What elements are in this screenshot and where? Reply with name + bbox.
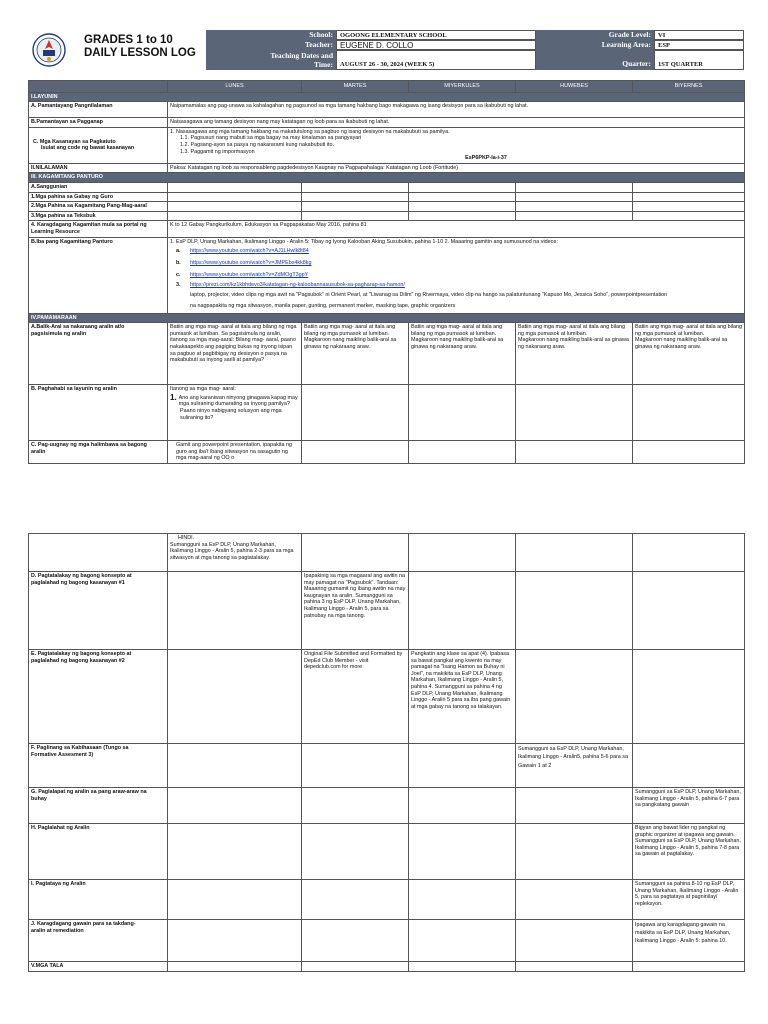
cell-martes: Original File Submitted and Formatted by DepEd Club Member - visit depedclub.com for more bbox=[302, 650, 409, 744]
cell-text: Sumangguni sa EsP DLP, Unang Markahan, Ikalimang Linggo - Aralin 5, pahina 2-3 para sa mga sitwasyon at mga tanong sa pagtatalakay. bbox=[170, 541, 294, 561]
header-info-grid bbox=[206, 30, 744, 70]
kasanayan-1: 1. Nasasagawa ang mga tamang hakbang na makatutulong sa pagbuo ng isang desisyon na makabubuti sa pamilya. bbox=[170, 128, 450, 135]
day-lunes: LUNES bbox=[168, 81, 302, 93]
deped-seal-icon bbox=[32, 33, 66, 67]
cell-biyernes: Sumangguni sa EsP DLP, Unang Markahan, Ikalimang Linggo - Aralin 5, pahina 6-7 para sa pangkatang gawain bbox=[633, 788, 745, 824]
cell-text: Itanong sa mga mag- aaral: bbox=[170, 386, 236, 393]
row-gabay-guro bbox=[29, 192, 745, 202]
row-content: Naipamamalas ang pag-unawa sa kahalagahan ng pagsunod sa mga tamang hakbang bago makagawa ng isang desisyon para sa ikabubuti ng lahat. bbox=[168, 102, 745, 118]
cell-text: Magkaroon nang maikling balik-aral sa ginawa ng nakaraang araw. bbox=[411, 337, 504, 351]
row-teksbuk bbox=[29, 211, 745, 221]
video-marker: 3. bbox=[176, 281, 181, 288]
row-label bbox=[29, 441, 168, 464]
lesson-log-table-page-2 bbox=[28, 533, 745, 972]
learning-area-label: Learning Area: bbox=[536, 40, 654, 50]
school-value: OGOONG ELEMENTARY SCHOOL bbox=[336, 30, 536, 40]
row-balik-aral bbox=[29, 323, 745, 385]
question-text: Paano ninyo nabigyang solusyon ang mga suliraning ito? bbox=[180, 408, 282, 421]
section-pamamaraan bbox=[29, 313, 745, 323]
row-label: I. Pagtataya ng Aralin bbox=[29, 880, 168, 920]
row-paglalapat bbox=[29, 788, 745, 824]
row-karagdagang-kagamitan bbox=[29, 221, 745, 237]
cell-text: Magkaroon nang maikling balik-aral sa ginawa ng nakaraang araw. bbox=[304, 337, 397, 351]
row-label-line-2: buhay bbox=[31, 795, 47, 802]
video-marker: c. bbox=[176, 272, 181, 279]
row-karagdagang-gawain bbox=[29, 920, 745, 962]
day-miyerkules: MIYERKULES bbox=[409, 81, 516, 93]
row-label: B. Paghahabi sa layunin ng aralin bbox=[29, 385, 168, 441]
page-1 bbox=[0, 0, 768, 500]
title-line-2: DAILY LESSON LOG bbox=[84, 47, 196, 59]
dates-label-line-2: Time: bbox=[313, 60, 333, 69]
learning-area-value: ESP bbox=[654, 40, 744, 50]
grade-label: Grade Level: bbox=[536, 30, 654, 40]
video-link[interactable]: https://www.youtube.com/watch?v=ZdMOgT3gpY bbox=[190, 272, 309, 279]
row-label-line-2: pagsisimula ng aralin bbox=[31, 330, 87, 337]
day-huwebes: HUWEBES bbox=[516, 81, 633, 93]
row-label: B.Iba pang Kagamitang Panturo bbox=[29, 237, 168, 313]
cell-martes bbox=[302, 323, 409, 385]
section-label: III. KAGAMITANG PANTURO bbox=[29, 173, 745, 183]
kasanayan-1-1: 1.1. Pagsusuri nang mabuti sa mga bagay na may kinalaman sa pangyayari bbox=[180, 135, 362, 142]
row-label-line-2: paglalahad ng bagong kasanayan #1 bbox=[31, 579, 125, 586]
grade-value: VI bbox=[654, 30, 744, 40]
row-mga-tala bbox=[29, 962, 745, 972]
cell-huwebes bbox=[516, 323, 633, 385]
row-label: H. Paglalahat ng Aralin bbox=[29, 824, 168, 880]
row-label bbox=[29, 744, 168, 788]
cell-huwebes: Sumangguni sa EsP DLP, Unang Markahan, Ikalimang Linggo - Aralin5, pahina 5-6 para sa Gawain 1 at 2 bbox=[516, 744, 633, 788]
cell-miyerkules: Pangkatin ang klase sa apat (4). Ipabasa sa bawat pangkat ang kwento na may pamagat na "Isang Hamon sa Buhay ni Joel", na makikita sa EsP DLP, Unang Markahan, Ikalimang Linggo - Aralin 5, pahina 4. Sumangguni sa pahina 4 ng EsP DLP, Unang Markahan, Ikalimang Linggo - Aralin 5 para sa iba pang gawain at mga gabay na tanong sa talakayan. bbox=[409, 650, 516, 744]
row-label-line-1: F. Paglinang sa Kabihasaan (Tungo sa bbox=[31, 745, 129, 751]
row-iba-pang-kagamitan bbox=[29, 237, 745, 313]
row-label: A. Pamantayang Pangnilalaman bbox=[29, 102, 168, 118]
section-label: IV.PAMAMARAAN bbox=[29, 313, 745, 323]
lesson-log-table-page-1 bbox=[28, 80, 745, 464]
cell-text: Magkaroon nang maikling balik-aral sa ginawa ng nakaraang araw. bbox=[635, 337, 728, 351]
section-layunin bbox=[29, 92, 745, 102]
cell-lunes: Batiin ang mga mag- aaral at itala ang bilang ng mga pumasok at lumiban. Sa pagsisimula ng aralin, itanong sa mga mag-aaral: Bilang mag- aaral, paano nakakaapekto ang pagiging bukas ng inyong isipan sa pagbuo at pagbibigay ng desisyon o pasya na makabubuti sa inyong sarili at pamilya? bbox=[168, 323, 302, 385]
cell-text: Batiin ang mga mag- aaral at itala ang bilang ng mga pumasok at lumiban. bbox=[304, 324, 396, 337]
row-pag-uugnay-continued bbox=[29, 534, 745, 572]
row-label: V.MGA TALA bbox=[29, 962, 168, 972]
kasanayan-1-2: 1.2. Pagsang-ayon sa pasya ng nakararami kung nakabubuti ito. bbox=[180, 141, 335, 148]
row-label bbox=[29, 127, 168, 163]
video-link[interactable]: https://www.youtube.com/watch?v=JMPEbx4kk8kg bbox=[190, 259, 312, 266]
row-label: 1.Mga pahina sa Gabay ng Guro bbox=[29, 192, 168, 202]
row-label-line-1: J. Karagdagang gawain para sa takdang- bbox=[31, 921, 136, 927]
row-content: Naisasagawa ang tamang desisyon nang may katatagan ng loob para sa ikabubuti ng lahat. bbox=[168, 118, 745, 128]
row-label-line-2: paglalahad ng bagong kasanayan #2 bbox=[31, 657, 125, 664]
teacher-value: EUGENE D. COLLO bbox=[336, 40, 536, 50]
row-label-line-1: G. Paglalapat ng aralin sa pang araw-araw na bbox=[31, 789, 147, 795]
video-link[interactable]: https://www.youtube.com/watch?v=AJ1LHwlk8t84 bbox=[190, 248, 309, 255]
cell-text: Batiin ang mga mag- aaral at itala ang bilang ng mga pumasok at lumiban. bbox=[518, 324, 625, 337]
cell-lunes: Gamit ang powerpoint presentation, ipapakita ng guro ang iba't ibang sitwasyon na sasagutin ng mga mag-aaral ng OO o bbox=[168, 441, 302, 464]
row-label-line-1: E. Pagtatalakay ng bagong konsepto at bbox=[31, 651, 132, 657]
materials-intro: 1. EsP DLP, Unang Markahan, Ikalimang Linggo - Aralin 5: Tibay ng Iyong Kalooban Aking Susubukin, pahina 1-10 2. Maaaring gamitin ang sumusunod na videos: bbox=[170, 238, 558, 245]
row-paglinang bbox=[29, 744, 745, 788]
row-kagamitang-pang-mag-aaral bbox=[29, 202, 745, 212]
row-label bbox=[29, 572, 168, 650]
row-label-line-2: Formative Assesment 3) bbox=[31, 751, 94, 758]
video-marker: a. bbox=[176, 248, 181, 255]
cell-text: HINDI. bbox=[178, 535, 195, 541]
row-label-line-1: C. Pag-uugnay ng mga halimbawa sa bagong bbox=[31, 442, 147, 449]
cell-text: Batiin ang mga mag- aaral at itala ang bilang ng mga pumasok at lumiban. bbox=[411, 324, 503, 337]
competency-code: EsP6PKP-Ia-i-37 bbox=[465, 155, 507, 162]
row-paghahabi bbox=[29, 385, 745, 441]
row-pagtatalakay-1 bbox=[29, 572, 745, 650]
quarter-value: 1ST QUARTER bbox=[654, 50, 744, 70]
section-kagamitang-panturo bbox=[29, 173, 745, 183]
days-header-row bbox=[29, 81, 745, 93]
cell-text: Magkaroon nang maikling balik-aral sa ginawa ng nakaraang araw. bbox=[518, 337, 629, 351]
cell-miyerkules bbox=[409, 323, 516, 385]
dates-label bbox=[206, 50, 336, 70]
materials-line-2: na nagpapakita ng mga sitwasyon, manila paper, gunting, permanent marker, masking tape, graphic organizers bbox=[190, 303, 456, 310]
cell-lunes bbox=[168, 385, 302, 441]
kasanayan-1-3: 1.3. Paggamit ng impormasyon bbox=[180, 148, 255, 155]
video-item bbox=[170, 282, 742, 289]
row-label-line-1: A.Balik-Aral sa nakaraang aralin at/o bbox=[31, 324, 125, 331]
row-label: II.NILALAMAN bbox=[29, 163, 168, 173]
cell-martes: Ipapakinig sa mga magaaral ang awitin na may pamagat na "Pagsubok". Tandaan: Maaaring gumamit ng ibang awitin na may kaugnayan sa aralin. Sumangguni sa pahina 3 ng EsP DLP, Unang Markahan, Ikalimang Linggo - Aralin 5, para sa patnubay na mga tanong. bbox=[302, 572, 409, 650]
row-label-line-1: D. Pagtatalakay ng bagong konsepto at bbox=[31, 573, 132, 579]
cell-biyernes: Sumangguni sa pahina 8-10 ng EsP DLP, Unang Markahan, Ikalimang Linggo - Aralin 5, para sa pagtataya at pagninilay/ repleksyon. bbox=[633, 880, 745, 920]
question-marker: 1. bbox=[170, 392, 177, 402]
row-label: 3.Mga pahina sa Teksbuk bbox=[29, 211, 168, 221]
row-label-line-1: 4. Karagdagang Kagamitan mula sa portal ng bbox=[31, 222, 147, 229]
row-label: A.Sanggunian bbox=[29, 182, 168, 192]
row-label bbox=[29, 650, 168, 744]
teacher-label: Teacher: bbox=[206, 40, 336, 50]
row-pagtataya bbox=[29, 880, 745, 920]
dates-value: AUGUST 26 - 30, 2024 (WEEK 5) bbox=[336, 50, 536, 70]
video-item bbox=[170, 260, 742, 267]
video-link[interactable]: https://prezi.com/kz1kbhdevo3/katatagan-ng-kaloobannasusubok-sa-pagharap-sa-hamon/ bbox=[190, 281, 405, 288]
row-label bbox=[29, 920, 168, 962]
school-label: School: bbox=[206, 30, 336, 40]
row-mga-kasanayan bbox=[29, 127, 745, 163]
row-label-line-2: aralin at remediation bbox=[31, 927, 84, 934]
row-label: 2.Mga Pahina sa Kagamitang Pang-Mag-aaral bbox=[29, 202, 168, 212]
cell-biyernes bbox=[633, 323, 745, 385]
row-label bbox=[29, 221, 168, 237]
question-text: Ano ang karaniwan ninyong ginagawa kapag may mga suliraning dumarating sa inyong pamilya? bbox=[178, 394, 298, 408]
quarter-label: Quarter: bbox=[536, 50, 654, 70]
video-item bbox=[170, 272, 742, 279]
row-content bbox=[168, 237, 745, 313]
cell-text: Batiin ang mga mag- aaral at itala ang bilang ng mga pumasok at lumiban. bbox=[635, 324, 742, 337]
day-biyernes: BIYERNES bbox=[633, 81, 745, 93]
row-pagtatalakay-2 bbox=[29, 650, 745, 744]
cell-lunes bbox=[168, 534, 302, 572]
row-content: Paksa: Katatagan ng loob sa responsableng pagdedesisyon Kaugnay na Pagpapahalaga: Katatagan ng Loob (Fortitude) bbox=[168, 163, 745, 173]
row-label: B.Pamantayan sa Pagganap bbox=[29, 118, 168, 128]
row-nilalaman bbox=[29, 163, 745, 173]
row-pamantayang-pangnilalaman bbox=[29, 102, 745, 118]
day-martes: MARTES bbox=[302, 81, 409, 93]
row-paglalahat bbox=[29, 824, 745, 880]
section-label: I.LAYUNIN bbox=[29, 92, 745, 102]
row-content: K to 12 Gabay Pangkurikulum, Edukasyon sa Pagpapakatao May 2016, pahina 81 bbox=[168, 221, 745, 237]
row-label-line-2: Learning Resource bbox=[31, 228, 80, 235]
row-label-line-2: aralin bbox=[31, 448, 46, 455]
row-label-line-1: C. Mga Kasanayan sa Pagkatuto bbox=[33, 138, 116, 145]
header bbox=[28, 30, 744, 70]
row-label bbox=[29, 788, 168, 824]
row-label bbox=[29, 323, 168, 385]
video-item bbox=[170, 248, 742, 255]
video-marker: b. bbox=[176, 259, 181, 266]
page-2 bbox=[0, 525, 768, 1024]
row-pamantayan-pagganap bbox=[29, 118, 745, 128]
dates-label-line-1: Teaching Dates and bbox=[270, 51, 333, 60]
cell-biyernes: Ipagawa ang karagdagang gawain na makikita sa EsP DLP, Unang Markahan, Ikalimang Linggo - Aralin 5: pahina 10. bbox=[633, 920, 745, 962]
title-line-1: GRADES 1 to 10 bbox=[84, 34, 173, 46]
materials-line-1: laptop, projector, video clips ng mga awit na "Pagsubok" ni Orient Pearl, at "Liwanag sa Dilim" ng Rivermaya, video clip na hango sa palatuntunang "Kapuso Mo, Jessica Soho", powerpointpresentation bbox=[190, 292, 668, 299]
row-pag-uugnay bbox=[29, 441, 745, 464]
question-item bbox=[170, 392, 299, 408]
row-sanggunian bbox=[29, 182, 745, 192]
cell-biyernes: Bigyan ang bawat lider ng pangkat ng graphic organizer at ipagawa ang gawain. Sumangguni sa EsP DLP, Unang Markahan, Ikalimang Linggo - Aralin 5, pahina 7-8 para sa gawain at pagtalakay. bbox=[633, 824, 745, 880]
row-label-line-2: Isulat ang code ng bawat kasanayan bbox=[41, 145, 135, 152]
row-content bbox=[168, 127, 745, 163]
